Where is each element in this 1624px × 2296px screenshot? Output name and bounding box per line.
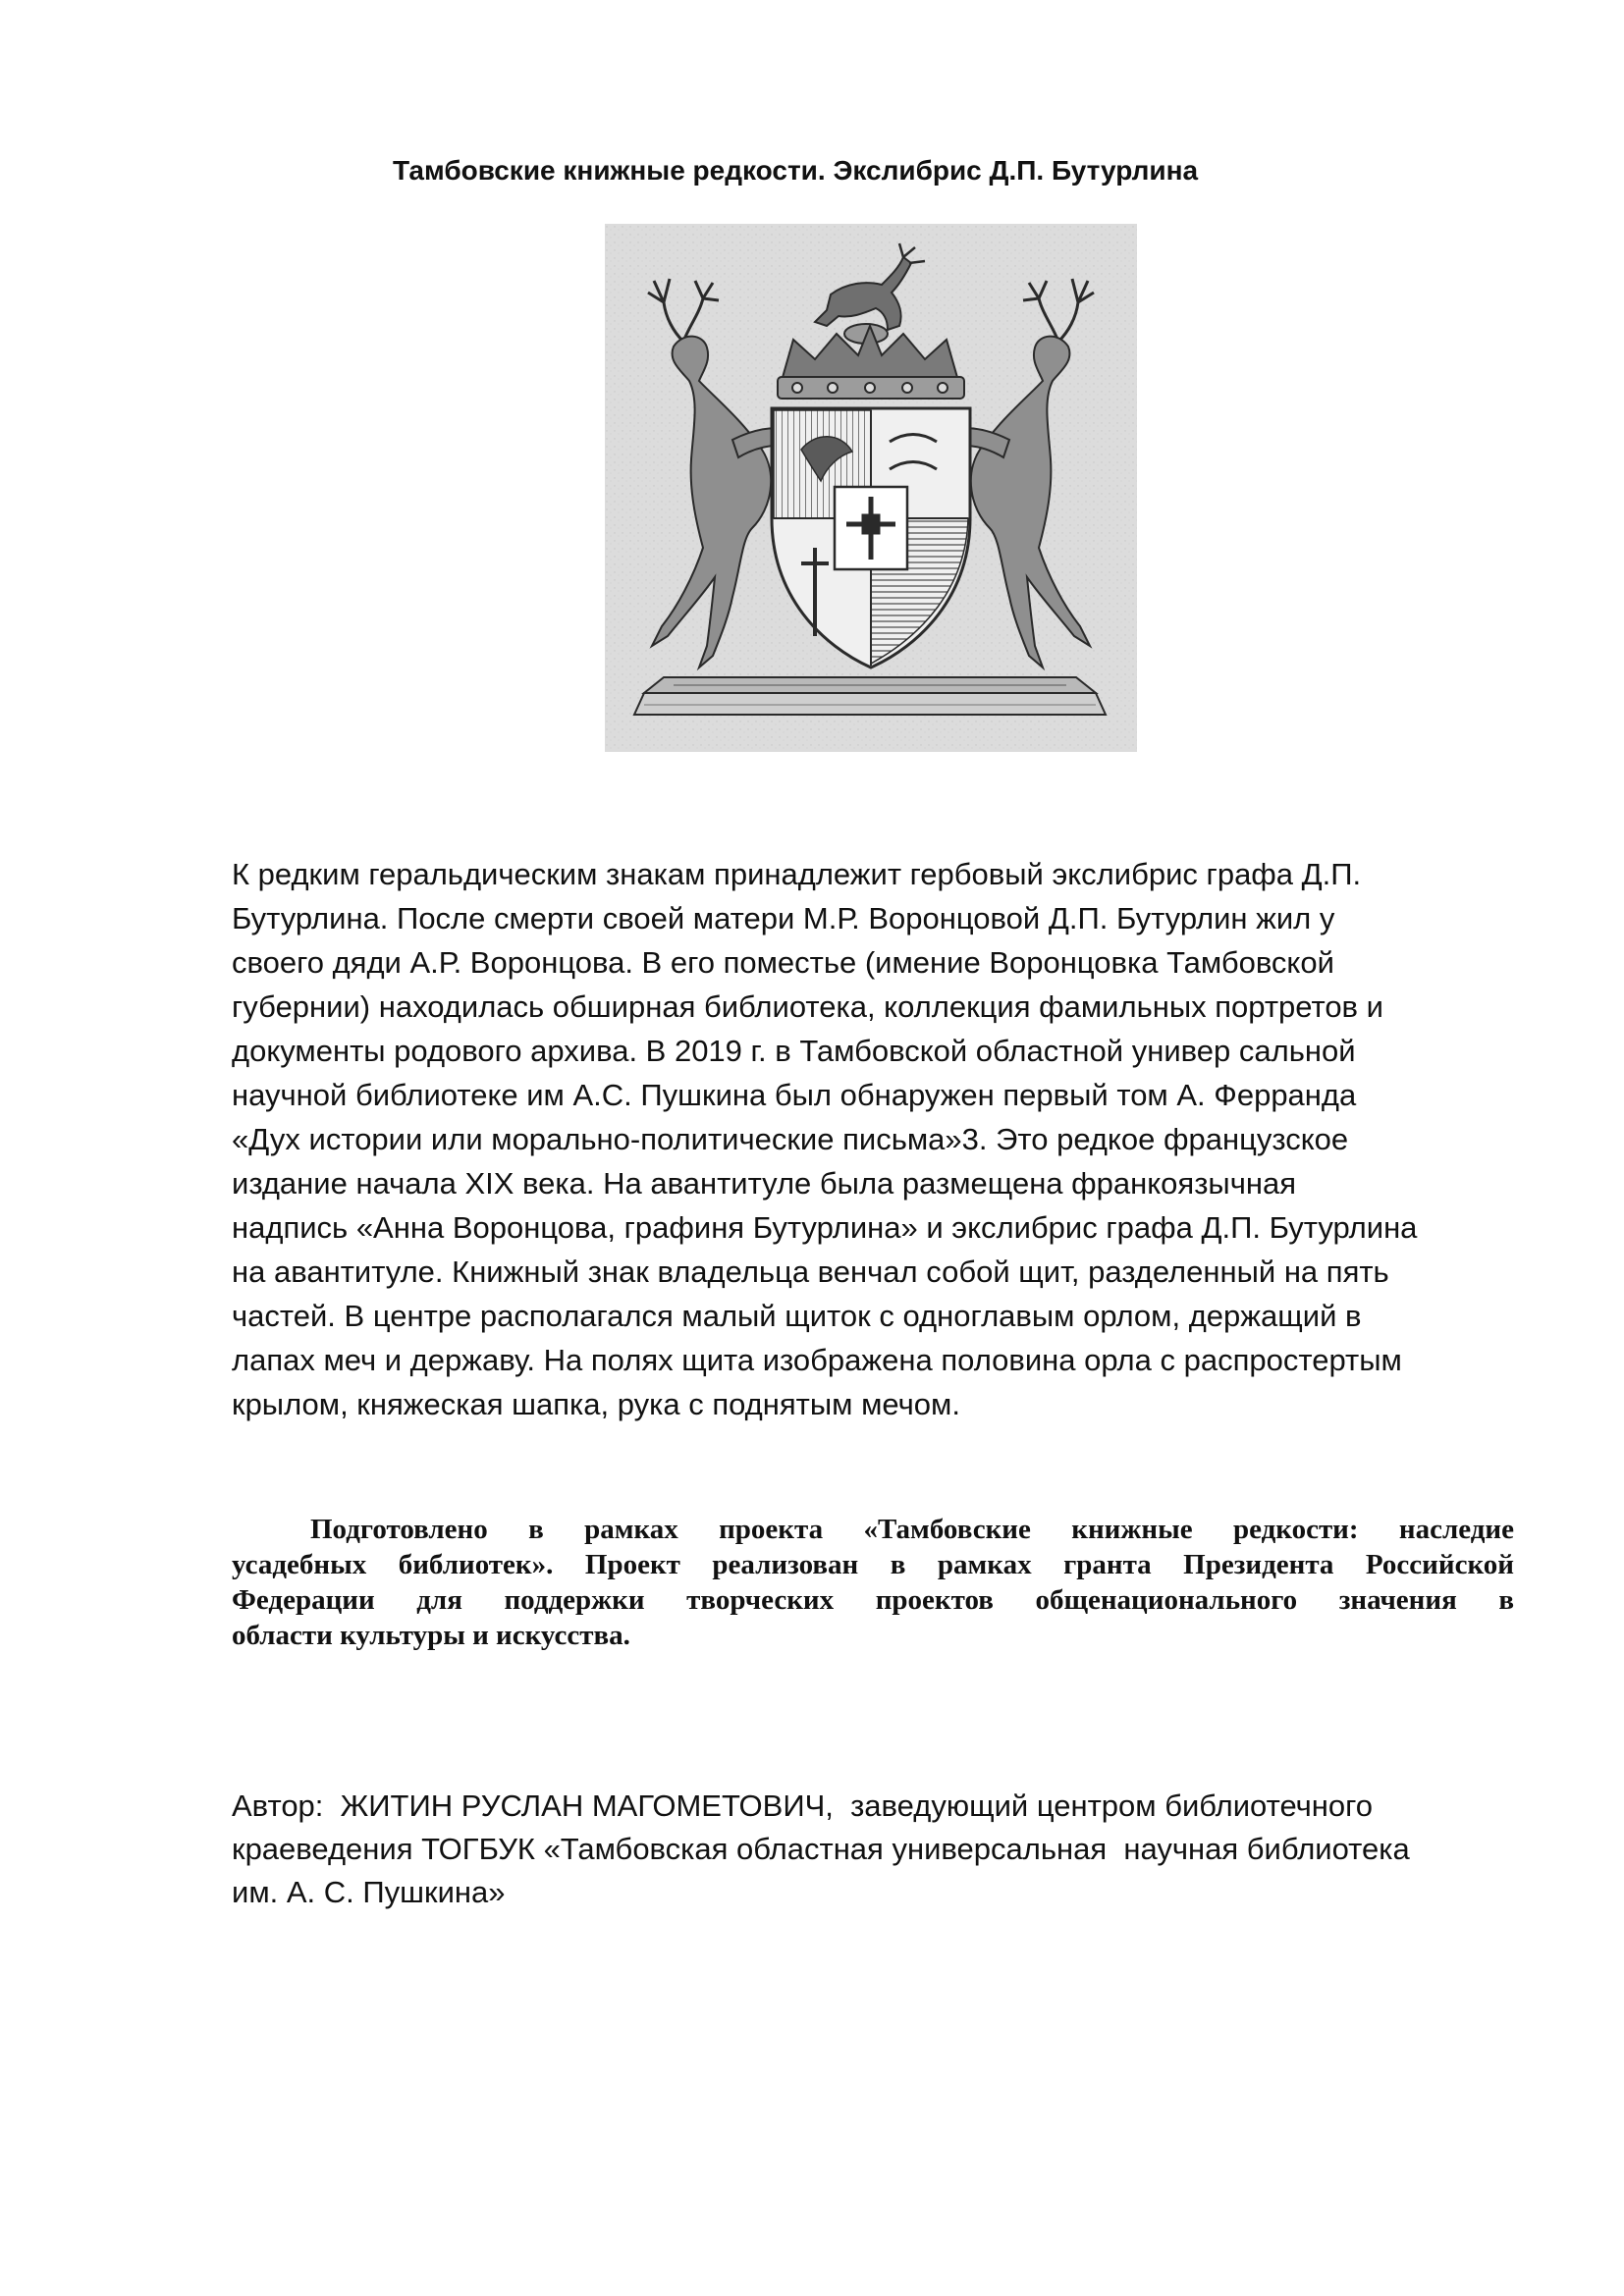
coat-of-arms-illustration xyxy=(605,224,1137,752)
bookplate-image xyxy=(605,224,1137,752)
pedestal xyxy=(634,677,1106,715)
project-note-line: области культуры и искусства. xyxy=(232,1620,630,1651)
body-line: «Дух истории или морально-политические письма»3. Это редкое французское xyxy=(232,1122,1349,1156)
page-title: Тамбовские книжные редкости. Экслибрис Д.П. Бутурлина xyxy=(393,155,1199,186)
body-line: надпись «Анна Воронцова, графиня Бутурлина» и экслибрис графа Д.П. Бутурлина xyxy=(232,1210,1418,1245)
project-note xyxy=(232,1512,1514,1653)
body-line: документы родового архива. В 2019 г. в Тамбовской областной универ сальной xyxy=(232,1034,1356,1068)
body-line: на авантитуле. Книжный знак владельца венчал собой щит, разделенный на пять xyxy=(232,1255,1389,1289)
project-note-line: Подготовлено в рамках проекта «Тамбовские книжные редкости: наследие xyxy=(310,1514,1514,1545)
body-line: губернии) находилась обширная библиотека, коллекция фамильных портретов и xyxy=(232,989,1383,1024)
body-line: Бутурлина. После смерти своей матери М.Р. Воронцовой Д.П. Бутурлин жил у xyxy=(232,901,1335,935)
body-line: издание начала XIX века. На авантитуле была размещена франкоязычная xyxy=(232,1166,1297,1201)
body-line: крылом, княжеская шапка, рука с поднятым мечом. xyxy=(232,1387,960,1421)
project-note-line: усадебных библиотек». Проект реализован в рамках гранта Президента Российской xyxy=(232,1549,1514,1580)
author-line: Автор: ЖИТИН РУСЛАН МАГОМЕТОВИЧ, заведующий центром библиотечного xyxy=(232,1789,1374,1823)
author-credit xyxy=(232,1785,1538,1914)
author-line: краеведения ТОГБУК «Тамбовская областная универсальная научная библиотека xyxy=(232,1832,1410,1866)
body-line: своего дяди А.Р. Воронцова. В его поместье (имение Воронцовка Тамбовской xyxy=(232,945,1334,980)
body-line: частей. В центре располагался малый щиток с одноглавым орлом, держащий в xyxy=(232,1299,1362,1333)
body-line: научной библиотеке им А.С. Пушкина был обнаружен первый том А. Ферранда xyxy=(232,1078,1357,1112)
body-line: лапах меч и державу. На полях щита изображена половина орла с распростертым xyxy=(232,1343,1402,1377)
body-line: К редким геральдическим знакам принадлежит гербовый экслибрис графа Д.П. xyxy=(232,857,1362,891)
project-note-line: Федерации для поддержки творческих проектов общенационального значения в xyxy=(232,1584,1514,1616)
author-line: им. А. С. Пушкина» xyxy=(232,1875,506,1909)
body-paragraph xyxy=(232,852,1518,1426)
